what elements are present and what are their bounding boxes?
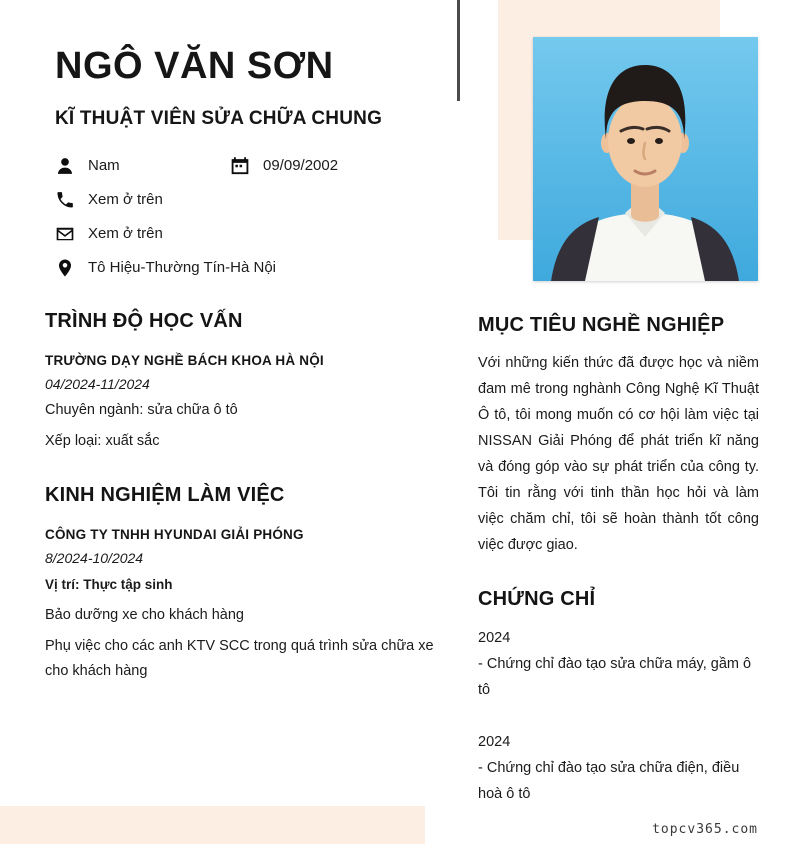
contact-gender-value: Nam (88, 157, 120, 175)
contact-row-phone (55, 190, 437, 210)
experience-heading: KINH NGHIỆM LÀM VIỆC (45, 483, 285, 506)
experience-position: Vị trí: Thực tập sinh (45, 576, 173, 592)
contact-address-value: Tô Hiệu-Thường Tín-Hà Nội (88, 259, 276, 277)
contact-row-email (55, 224, 437, 244)
phone-icon (55, 190, 75, 210)
certificate-year: 2024 (478, 734, 511, 750)
job-title: KĨ THUẬT VIÊN SỬA CHỮA CHUNG (55, 107, 383, 129)
experience-company: CÔNG TY TNHH HYUNDAI GIẢI PHÓNG (45, 526, 304, 542)
contact-row-gender-dob (55, 156, 437, 176)
contact-phone (55, 190, 163, 210)
certificate-entry (478, 625, 759, 703)
right-column (478, 314, 759, 807)
objective-text: Với những kiến thức đã được học và niềm đam mê trong nghành Công Nghệ Kĩ Thuật Ô tô, tôi mong muốn có cơ hội làm việc tại NISSAN Giải Phóng để phát triển kĩ năng và đóng góp vào sự phát triển của công ty. Tôi tin rằng với tinh thần học hỏi và làm việc chăm chỉ, tôi sẽ hoàn thành tốt công việc được giao. (478, 355, 759, 553)
contact-phone-value: Xem ở trên (88, 191, 163, 209)
contact-dob-value: 09/09/2002 (263, 157, 339, 175)
certificate-entry (478, 729, 759, 807)
email-icon (55, 224, 75, 244)
contact-dob (230, 156, 338, 176)
contact-email-value: Xem ở trên (88, 225, 163, 243)
certificates-heading: CHỨNG CHỈ (478, 588, 596, 610)
contact-email (55, 224, 163, 244)
experience-task: Phụ việc cho các anh KTV SCC trong quá trình sửa chữa xe cho khách hàng (45, 637, 434, 679)
contact-gender (55, 156, 230, 176)
education-major: Chuyên ngành: sửa chữa ô tô (45, 401, 238, 418)
profile-photo (533, 37, 758, 281)
experience-task: Bảo dưỡng xe cho khách hàng (45, 606, 244, 623)
education-grade: Xếp loại: xuất sắc (45, 432, 160, 449)
gender-icon (55, 156, 75, 176)
profile-photo-illustration (533, 37, 758, 281)
education-school: TRƯỜNG DẠY NGHỀ BÁCH KHOA HÀ NỘI (45, 352, 324, 368)
education-period: 04/2024-11/2024 (45, 375, 150, 392)
objective-heading: MỤC TIÊU NGHỀ NGHIỆP (478, 314, 725, 336)
contact-address (55, 258, 276, 278)
location-icon (55, 258, 75, 278)
vertical-divider-line (457, 0, 460, 101)
accent-block-bottom-left (0, 806, 425, 844)
certificate-text: - Chứng chỉ đào tạo sửa chữa điện, điều hoà ô tô (478, 760, 740, 802)
candidate-name: NGÔ VĂN SƠN (55, 45, 334, 87)
education-heading: TRÌNH ĐỘ HỌC VẤN (45, 309, 243, 332)
watermark: topcv365.com (652, 822, 758, 837)
certificate-text: - Chứng chỉ đào tạo sửa chữa máy, gầm ô tô (478, 656, 752, 698)
certificate-year: 2024 (478, 630, 511, 646)
contact-section (55, 156, 437, 278)
left-column (45, 46, 437, 684)
contact-row-address (55, 258, 437, 278)
calendar-icon (230, 156, 250, 176)
experience-period: 8/2024-10/2024 (45, 549, 144, 566)
